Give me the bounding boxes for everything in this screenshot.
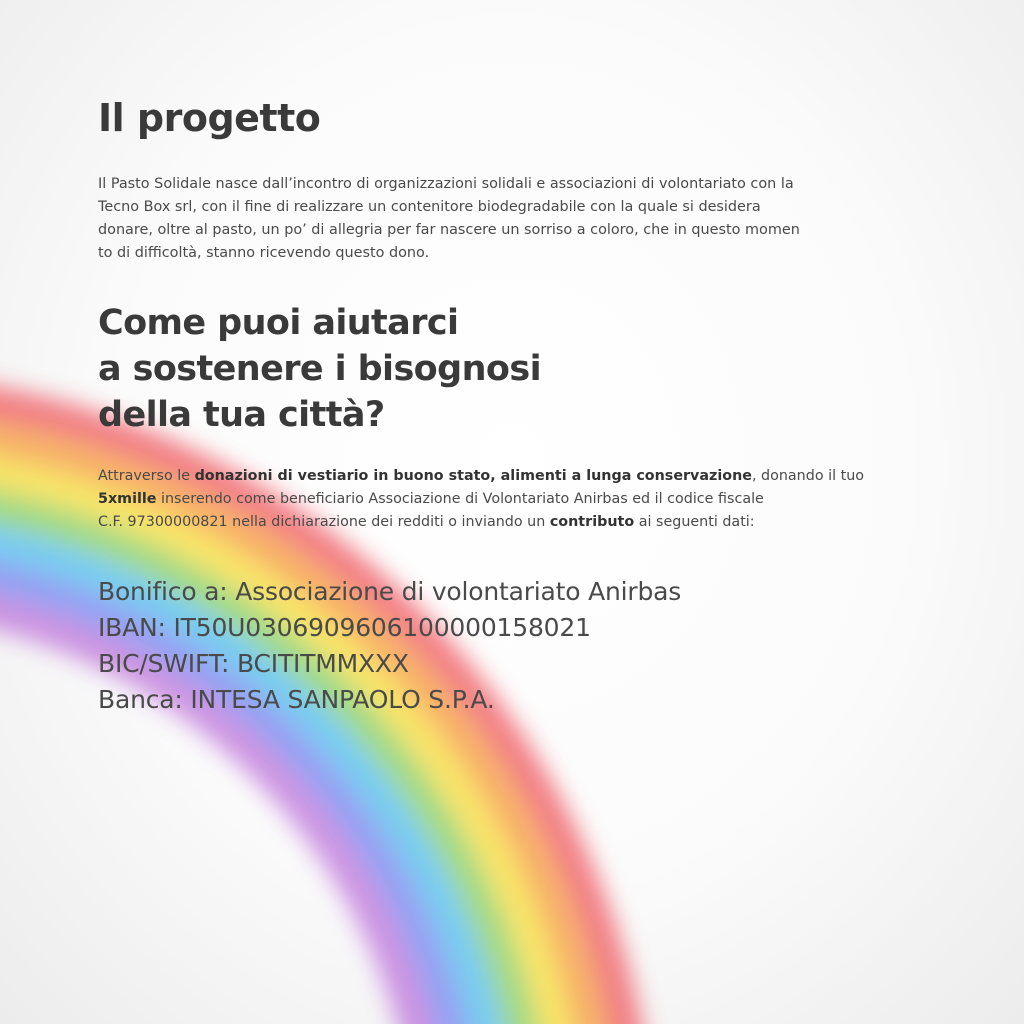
help-title-line: della tua città? [98,395,385,435]
help-description-line [98,465,928,488]
help-text-bold: donazioni di vestiario in buono stato, alimenti a lunga conservazione [194,468,752,484]
project-description [98,173,928,265]
help-description-line [98,488,928,511]
help-title-line: Come puoi aiutarci [98,303,459,343]
help-description-line [98,511,928,534]
bank-bic-swift: BIC/SWIFT: BCITITMMXXX [98,649,409,678]
bank-name: Banca: INTESA SANPAOLO S.P.A. [98,685,495,714]
bank-details [98,574,681,718]
help-text: Attraverso le [98,468,195,484]
help-description [98,465,928,534]
help-text: ai seguenti dati: [634,514,755,530]
section-title-help [98,300,541,438]
bank-recipient: Bonifico a: Associazione di volontariato Anirbas [98,577,682,606]
bank-iban: IBAN: IT50U0306909606100000158021 [98,613,591,642]
section-title-project: Il progetto [98,96,321,140]
help-text-bold: contributo [549,514,635,530]
help-text-bold: 5xmille [98,491,157,507]
help-text: C.F. 97300000821 nella dichiarazione dei redditi o inviando un [98,514,550,530]
help-text: , donando il tuo [751,468,865,484]
project-description-line: Il Pasto Solidale nasce dall’incontro di organizzazioni solidali e associazioni di volontariato con la [98,176,794,192]
project-description-line: donare, oltre al pasto, un po’ di allegria per far nascere un sorriso a coloro, che in questo momen [98,222,800,238]
help-text: inserendo come beneficiario Associazione di Volontariato Anirbas ed il codice fiscale [156,491,764,507]
project-description-line: to di difficoltà, stanno ricevendo questo dono. [98,245,430,261]
help-title-line: a sostenere i bisognosi [98,349,541,389]
project-description-line: Tecno Box srl, con il fine di realizzare un contenitore biodegradabile con la quale si desidera [98,199,761,215]
